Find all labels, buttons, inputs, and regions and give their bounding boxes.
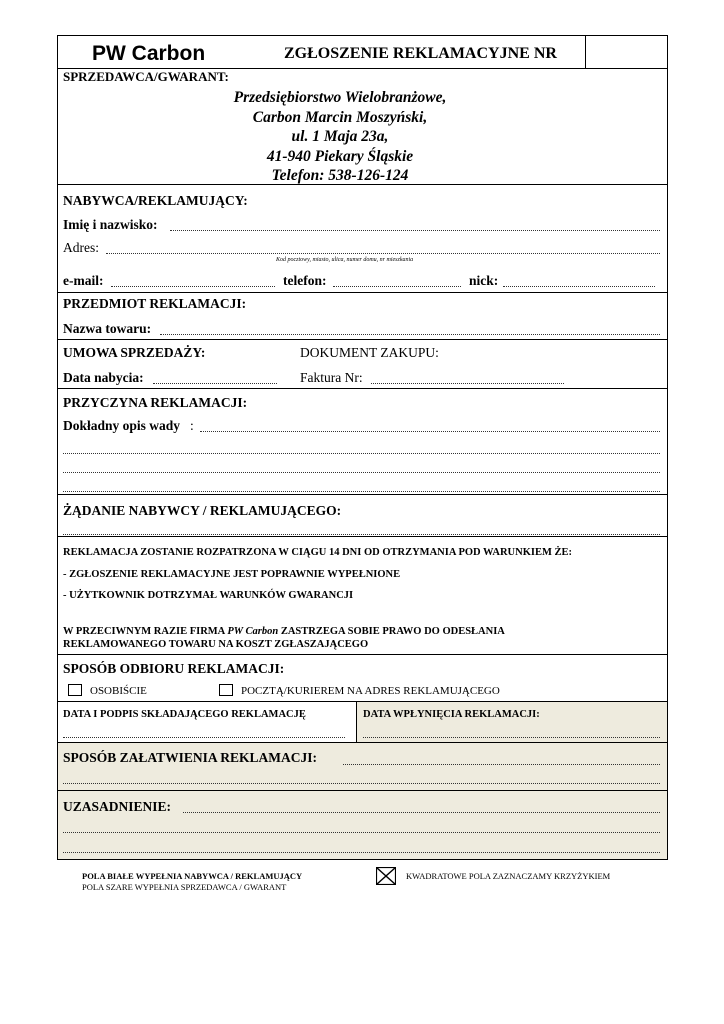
document-label: DOKUMENT ZAKUPU:	[300, 345, 439, 360]
divider	[58, 790, 667, 791]
footer-grey-note: POLA SZARE WYPEŁNIA SPRZEDAWCA / GWARANT	[82, 882, 287, 892]
terms-line: REKLAMOWANEGO TOWARU NA KOSZT ZGŁASZAJĄCEGO	[63, 639, 369, 650]
demand-label: ŻĄDANIE NABYWCY / REKLAMUJĄCEGO:	[63, 503, 342, 518]
courier-pickup-label: POCZTĄ/KURIEREM NA ADRES REKLAMUJĄCEGO	[241, 685, 500, 697]
justification-field[interactable]	[183, 812, 660, 813]
date-sign-label: DATA I PODPIS SKŁADAJĄCEGO REKLAMACJĘ	[63, 709, 306, 720]
buyer-label: NABYWCA/REKLAMUJĄCY:	[63, 193, 248, 208]
seller-line: Telefon: 538-126-124	[271, 167, 409, 185]
brand-name: PW Carbon	[92, 42, 206, 65]
pickup-label: SPOSÓB ODBIORU REKLAMACJI:	[63, 661, 285, 676]
terms-line: - ZGŁOSZENIE REKLAMACYJNE JEST POPRAWNIE WYPEŁNIONE	[63, 569, 401, 580]
footer-checkbox-note: KWADRATOWE POLA ZAZNACZAMY KRZYŻYKIEM	[406, 871, 611, 881]
justification-label: UZASADNIENIE:	[63, 799, 172, 814]
form-title: ZGŁOSZENIE REKLAMACYJNE NR	[284, 45, 557, 62]
resolution-label: SPOSÓB ZAŁATWIENIA REKLAMACJI:	[63, 750, 318, 765]
date-sign-field[interactable]	[63, 737, 345, 738]
description-line[interactable]	[63, 453, 660, 454]
seller-line: Przedsiębiorstwo Wielobranżowe,	[233, 89, 447, 106]
contract-label: UMOWA SPRZEDAŻY:	[63, 345, 206, 360]
email-label: e-mail:	[63, 273, 104, 288]
divider	[58, 388, 667, 389]
justification-line[interactable]	[63, 832, 660, 833]
purchase-date-label: Data nabycia:	[63, 370, 144, 385]
signature-divider	[356, 701, 357, 742]
divider	[58, 536, 667, 537]
personal-pickup-label: OSOBIŚCIE	[90, 685, 147, 697]
seller-address	[200, 88, 480, 186]
name-label: Imię i nazwisko:	[63, 217, 158, 232]
purchase-date-field[interactable]	[153, 383, 277, 384]
terms-company: PW Carbon	[227, 626, 279, 637]
product-label: Nazwa towaru:	[63, 321, 152, 336]
received-date-label: DATA WPŁYNIĘCIA REKLAMACJI:	[363, 709, 540, 720]
terms-line: - UŻYTKOWNIK DOTRZYMAŁ WARUNKÓW GWARANCJI	[63, 590, 354, 601]
received-date-line[interactable]	[363, 737, 660, 738]
resolution-line[interactable]	[63, 783, 660, 784]
description-field[interactable]	[200, 431, 660, 432]
justification-line[interactable]	[63, 852, 660, 853]
divider	[58, 742, 667, 743]
invoice-field[interactable]	[371, 383, 564, 384]
email-field[interactable]	[111, 286, 275, 287]
phone-field[interactable]	[333, 286, 461, 287]
divider	[58, 701, 667, 702]
divider	[58, 494, 667, 495]
seller-line: Carbon Marcin Moszyński,	[252, 108, 428, 126]
description-line[interactable]	[63, 491, 660, 492]
seller-line: 41-940 Piekary Śląskie	[266, 147, 414, 165]
address-label: Adres:	[63, 240, 99, 255]
description-line[interactable]	[63, 472, 660, 473]
nick-field[interactable]	[503, 286, 655, 287]
description-label: Dokładny opis wady	[63, 418, 181, 433]
subject-label: PRZEDMIOT REKLAMACJI:	[63, 296, 247, 311]
demand-field[interactable]	[63, 534, 660, 535]
divider	[58, 654, 667, 655]
terms-text: ZASTRZEGA SOBIE PRAWO DO ODESŁANIA	[280, 626, 505, 637]
invoice-label: Faktura Nr:	[300, 370, 363, 385]
seller-label: SPRZEDAWCA/GWARANT:	[63, 69, 229, 84]
description-colon: :	[190, 418, 194, 433]
name-field[interactable]	[170, 230, 660, 231]
address-hint: Kod pocztowy, miasto, ulica, numer domu, nr mieszkania	[276, 257, 414, 263]
courier-pickup-checkbox[interactable]	[219, 684, 233, 696]
form-number-field[interactable]	[585, 35, 668, 68]
phone-label: telefon:	[283, 273, 327, 288]
terms-text: W PRZECIWNYM RAZIE FIRMA	[63, 626, 225, 637]
address-field[interactable]	[106, 253, 660, 254]
nick-label: nick:	[469, 273, 499, 288]
reason-label: PRZYCZYNA REKLAMACJI:	[63, 395, 248, 410]
divider	[58, 292, 667, 293]
product-field[interactable]	[160, 334, 660, 335]
terms-line: REKLAMACJA ZOSTANIE ROZPATRZONA W CIĄGU 14 DNI OD OTRZYMANIA POD WARUNKIEM ŻE:	[63, 547, 573, 558]
resolution-field[interactable]	[343, 764, 660, 765]
crossed-checkbox-icon	[376, 867, 396, 885]
footer-white-note: POLA BIAŁE WYPEŁNIA NABYWCA / REKLAMUJĄCY	[82, 871, 303, 881]
personal-pickup-checkbox[interactable]	[68, 684, 82, 696]
terms-line	[63, 627, 505, 638]
divider	[58, 339, 667, 340]
seller-line: ul. 1 Maja 23a,	[291, 128, 389, 146]
